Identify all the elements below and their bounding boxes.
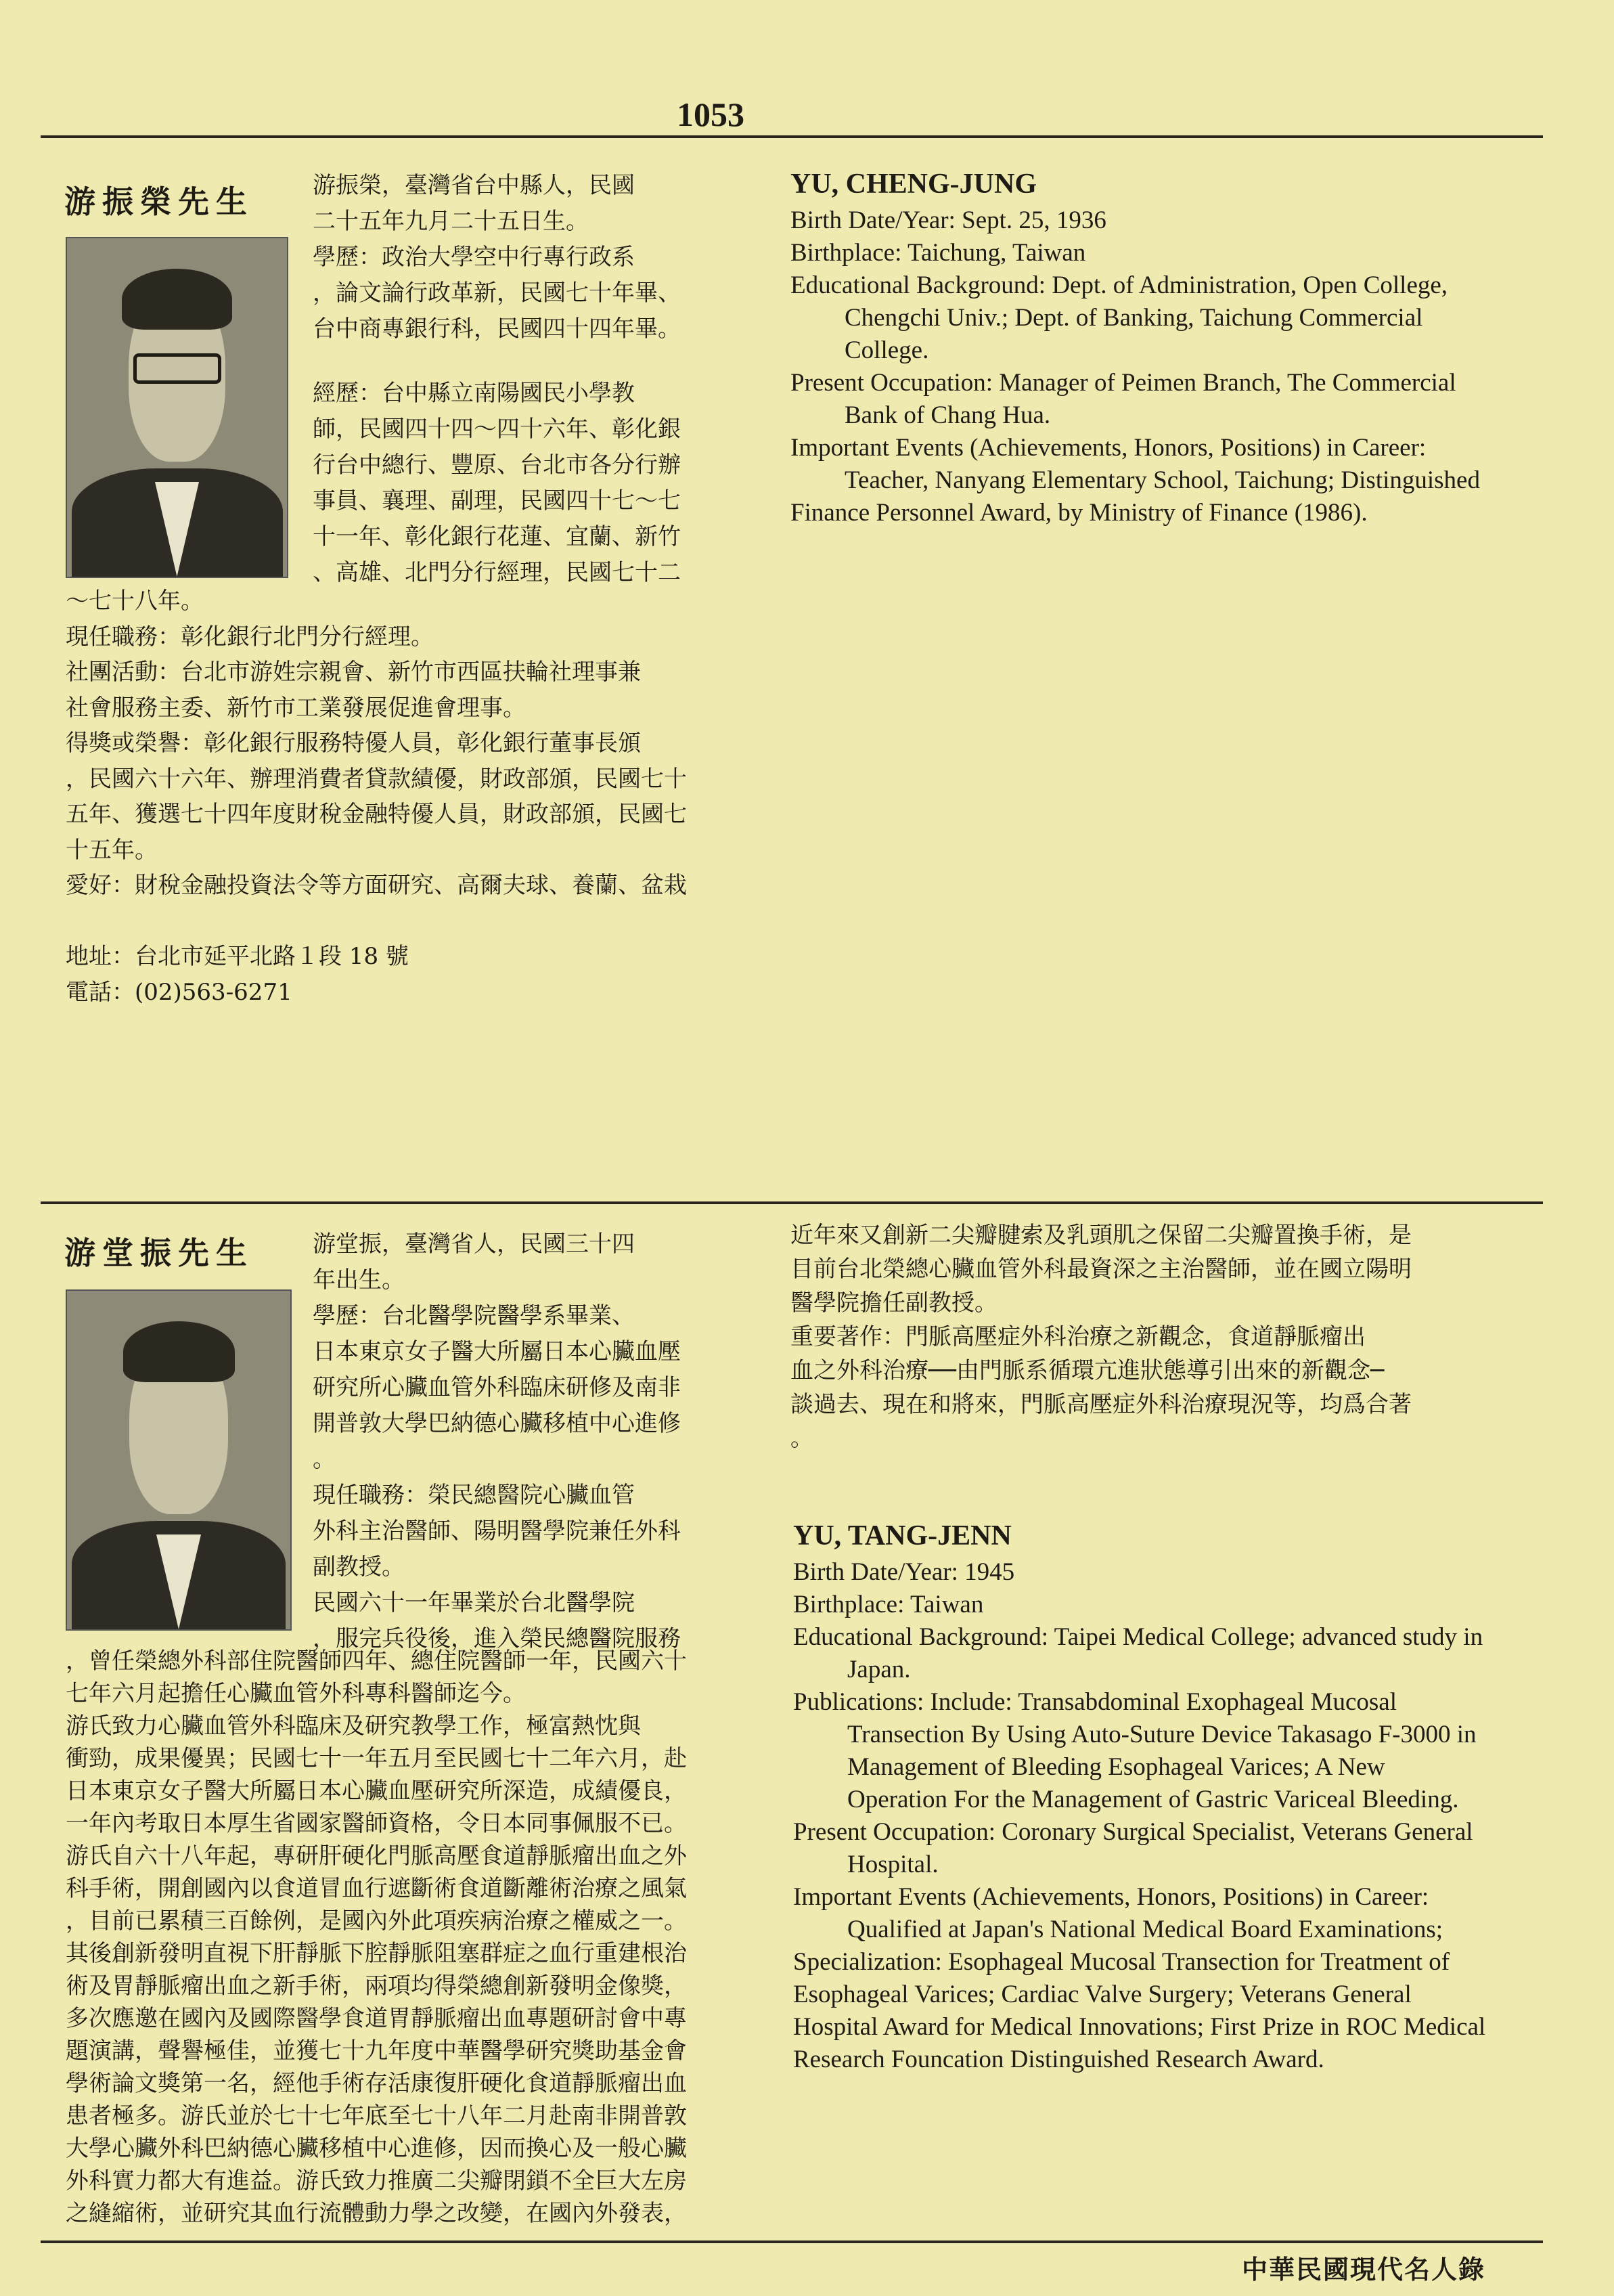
entry2-chinese-right: 近年來又創新二尖瓣腱索及乳頭肌之保留二尖瓣置換手術，是 目前台北榮總心臟血管外科最資深之主治醫師，並在國立陽明 醫學院擔任副教授。 重要著作：門脈高壓症外科治療之新觀念，食道靜脈瘤出 血之外科治療──由門脈系循環亢進狀態導引出來的新觀念─ 談過去、現在和將來，門脈高壓症外科治療現況等，均爲合著 。 <box>790 1222 1412 1452</box>
entry1-birthplace: Birthplace: Taichung, Taiwan <box>790 239 1086 267</box>
entry1-portrait <box>66 237 288 578</box>
entry2-events-label: Important Events (Achievements, Honors, Positions) in Career: <box>793 1883 1429 1911</box>
entry1-education: Educational Background: Dept. of Administration, Open College, Chengchi Univ.; Dept. of Banking, Taichung Commercial College. <box>790 271 1448 364</box>
page-number: 1053 <box>677 95 744 133</box>
entry1-chinese-career: 經歷：台中縣立南陽國民小學教 師，民國四十四～四十六年、彰化銀 行台中總行、豐原、台北市各分行辦 事員、襄理、副理，民國四十七～七 十一年、彰化銀行花蓮、宜蘭、新竹 、高雄、北門分行經理，民國七十二 <box>313 380 681 586</box>
entry1-english <box>790 168 1487 529</box>
header-rule <box>41 135 1543 138</box>
entry2-english <box>793 1520 1490 2076</box>
entry1-events-label: Important Events (Achievements, Honors, Positions) in Career: <box>790 434 1427 462</box>
entry2-english-name: YU, TANG-JENN <box>793 1520 1012 1551</box>
entry2-birth-date: Birth Date/Year: 1945 <box>793 1558 1015 1586</box>
entry1-birth-date: Birth Date/Year: Sept. 25, 1936 <box>790 206 1106 234</box>
entry2-publications: Publications: Include: Transabdominal Exophageal Mucosal Transection By Using Auto-Suture Device Takasago F-3000 in Management of Bleeding Esophageal Varices; A New Operation For the Management of Gastric Variceal Bleeding. <box>793 1688 1477 1813</box>
entry1-chinese-intro: 游振榮，臺灣省台中縣人，民國 二十五年九月二十五日生。 學歷：政治大學空中行專行政系 ，論文論行政革新，民國七十年畢、 台中商專銀行科，民國四十四年畢。 <box>313 172 681 343</box>
footer-rule <box>41 2240 1543 2243</box>
entry2-chinese-intro: 游堂振，臺灣省人，民國三十四 年出生。 學歷：台北醫學院醫學系畢業、 日本東京女子醫大所屬日本心臟血壓 研究所心臟血管外科臨床研修及南非 開普敦大學巴納德心臟移植中心進修 。 現任職務：榮民總醫院心臟血管 外科主治醫師、陽明醫學院兼任外科 副教授。 民國六十一年畢業於台北醫學院 ，服完兵役後，進入榮民總醫院服務 <box>313 1231 681 1652</box>
entry1-english-name: YU, CHENG-JUNG <box>790 169 1037 200</box>
entry2-chinese-name: 游堂振先生 <box>64 1235 254 1271</box>
entry2-occupation: Present Occupation: Coronary Surgical Specialist, Veterans General Hospital. <box>793 1818 1473 1878</box>
entry2-birthplace: Birthplace: Taiwan <box>793 1591 984 1618</box>
entry1-events: Teacher, Nanyang Elementary School, Taichung; Distinguished Finance Personnel Award, by Ministry of Finance (1986). <box>790 466 1480 527</box>
entry1-occupation: Present Occupation: Manager of Peimen Branch, The Commercial Bank of Chang Hua. <box>790 369 1456 429</box>
section-rule <box>41 1201 1543 1204</box>
entry2-education: Educational Background: Taipei Medical College; advanced study in Japan. <box>793 1623 1483 1683</box>
entry1-chinese-details: ～七十八年。 現任職務：彰化銀行北門分行經理。 社團活動：台北市游姓宗親會、新竹市西區扶輪社理事兼 社會服務主委、新竹市工業發展促進會理事。 得獎或榮譽：彰化銀行服務特優人員，彰化銀行董事長頒 ，民國六十六年、辦理消費者貸款績優，財政部頒，民國七十 五年、獲選七十四年度財稅金融特優人員，財政部頒，民國七 十五年。 愛好：財稅金融投資法令等方面研究、高爾夫球、養蘭、盆栽 地址：台北市延平北路１段 18 號 電話：(02)563-6271 <box>66 588 687 1006</box>
entry2-chinese-details: ，曾任榮總外科部住院醫師四年、總住院醫師一年，民國六十 七年六月起擔任心臟血管外科專科醫師迄今。 游氏致力心臟血管外科臨床及研究教學工作，極富熱忱與 衝勁，成果優異；民國七十一年五月至民國七十二年六月，赴 日本東京女子醫大所屬日本心臟血壓研究所深造，成績優良， 一年內考取日本厚生省國家醫師資格，令日本同事佩服不已。 游氏自六十八年起，專研肝硬化門脈高壓食道靜脈瘤出血之外 科手術，開創國內以食道冒血行遮斷術食道斷離術治療之風氣 ，目前已累積三百餘例，是國內外此項疾病治療之權威之一。 其後創新發明直視下肝靜脈下腔靜脈阻塞群症之血行重建根治 術及胃靜脈瘤出血之新手術，兩項均得榮總創新發明金像獎， 多次應邀在國內及國際醫學食道胃靜脈瘤出血專題研討會中專 題演講，聲譽極佳，並獲七十九年度中華醫學研究獎助基金會 學術論文獎第一名，經他手術存活康復肝硬化食道靜脈瘤出血 患者極多。游氏並於七十七年底至七十八年二月赴南非開普敦 大學心臟外科巴納德心臟移植中心進修，因而換心及一般心臟 外科實力都大有進益。游氏致力推廣二尖瓣閉鎖不全巨大左房 之縫縮術，並研究其血行流體動力學之改變，在國內外發表， <box>66 1648 687 2227</box>
entry2-events: Qualified at Japan's National Medical Board Examinations; Specialization: Esophageal Mucosal Transection for Treatment of Esophageal Varices; Cardiac Valve Surgery; Veterans General Hospital Award for Medical Innovations; First Prize in ROC Medical Research Founcation Distinguished Research Award. <box>793 1916 1486 2073</box>
entry2-portrait <box>66 1289 292 1631</box>
book-title-footer: 中華民國現代名人錄 <box>1241 2254 1485 2284</box>
entry1-chinese-name: 游振榮先生 <box>64 183 254 220</box>
